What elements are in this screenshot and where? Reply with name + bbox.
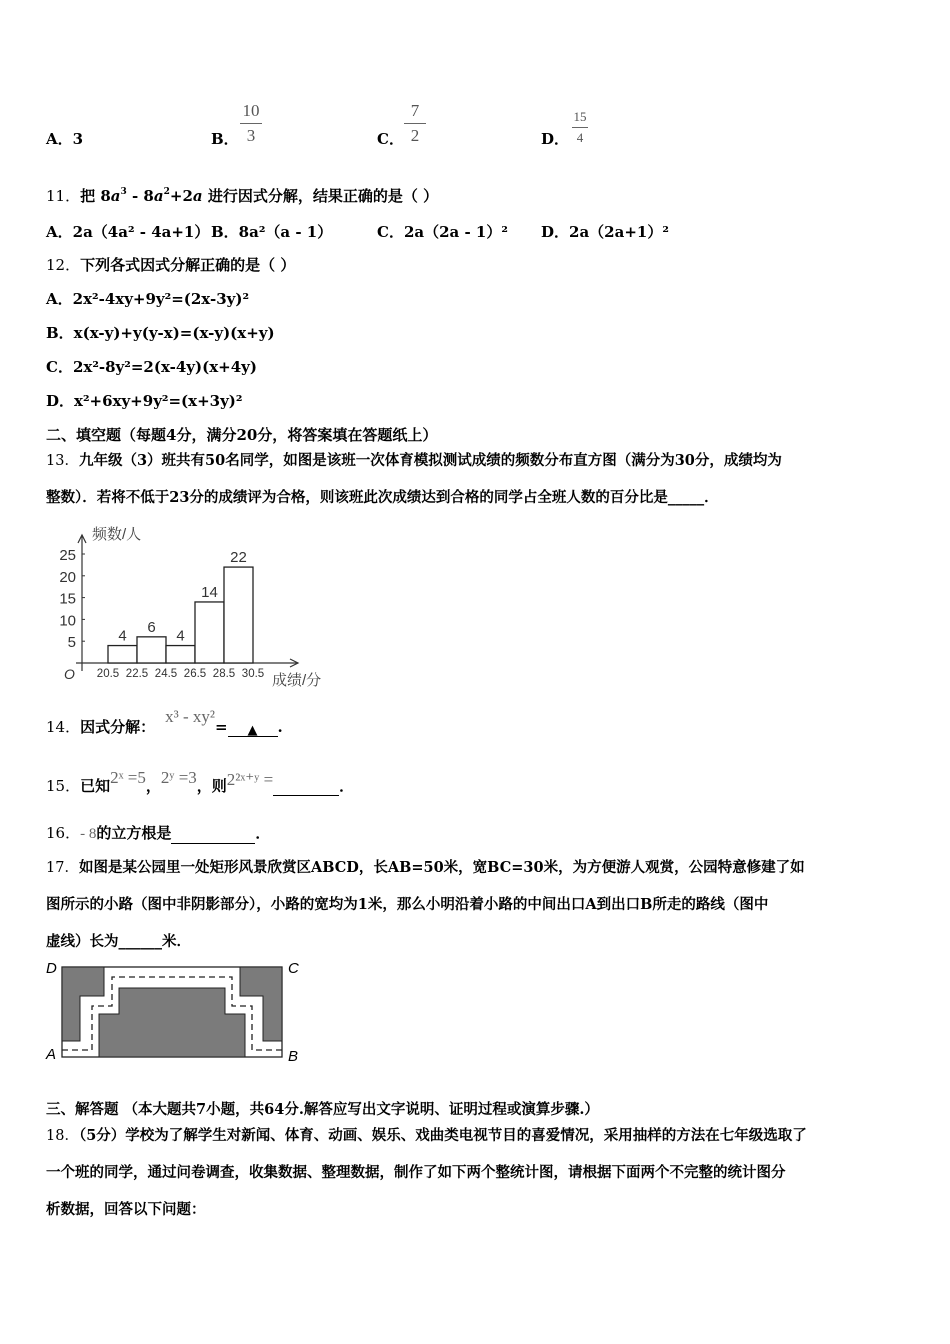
q10-option-c-fraction xyxy=(404,101,426,146)
question-number: 13． xyxy=(46,453,79,469)
q13-line-1 xyxy=(46,451,782,471)
question-number: 18． xyxy=(46,1128,79,1144)
equals-sign: = xyxy=(214,718,228,736)
math-expression: 2ʸ =3 xyxy=(160,768,197,787)
math-expression: 2ˣ =5 xyxy=(110,768,146,787)
math-expression: x³ - xy² xyxy=(165,707,215,726)
q10-option-d-fraction xyxy=(572,109,588,146)
stem-text: 如图是某公园里一处矩形风景欣赏区ABCD，长AB=50米，宽BC=30米，为方便游人观赏，公园特意修建了如 xyxy=(78,859,805,876)
option-value: 3 xyxy=(72,130,84,148)
q12-option-c: C．2x²-8y²=2(x-4y)(x+4y) xyxy=(46,358,257,376)
q10-option-a xyxy=(46,128,83,149)
q17-line-3: 虚线）长为______米． xyxy=(46,933,191,950)
bar-value-label: 4 xyxy=(176,627,185,645)
bar-value-label: 22 xyxy=(230,549,247,567)
y-tick-label: 10 xyxy=(59,612,76,630)
x-tick-label: 22.5 xyxy=(125,668,149,680)
q11-option-b: B．8a²（a - 1） xyxy=(211,223,333,241)
bar-value-label: 6 xyxy=(147,618,156,636)
q15 xyxy=(46,768,355,796)
denominator: 4 xyxy=(576,130,584,145)
fraction-bar xyxy=(240,123,262,124)
question-number: 17． xyxy=(46,860,79,876)
y-tick-label: 15 xyxy=(59,590,76,608)
stem-text: 进行因式分解，结果正确的是（ ） xyxy=(207,187,439,205)
stem-text: 下列各式因式分解正确的是（ ） xyxy=(80,256,296,274)
histogram-bar xyxy=(224,567,253,663)
q10-option-b-label: B． xyxy=(211,130,239,148)
x-tick-label: 20.5 xyxy=(96,668,120,680)
y-axis-label: 频数/人 xyxy=(92,526,142,543)
question-number: 12． xyxy=(46,256,81,274)
x-tick-label: 26.5 xyxy=(183,668,207,680)
answer-blank: ▲ xyxy=(228,721,278,737)
q12-option-b: B．x(x-y)+y(y-x)=(x-y)(x+y) xyxy=(46,324,275,342)
numerator: 7 xyxy=(410,101,420,120)
period: ． xyxy=(339,777,355,795)
section-2-heading: 二、填空题（每题4分，满分20分，将答案填在答题纸上） xyxy=(46,426,438,444)
stem-text: 九年级（3）班共有50名同学，如图是该班一次体育模拟测试成绩的频数分布直方图（满分为30分，成绩均为 xyxy=(78,452,782,469)
answer-blank xyxy=(171,828,255,844)
y-tick-label: 5 xyxy=(67,634,76,652)
q16 xyxy=(46,823,270,844)
q11-option-d: D．2a（2a+1）² xyxy=(541,223,669,241)
math-expression: 2²ˣ⁺ʸ = xyxy=(226,770,274,789)
q18-line-1 xyxy=(46,1126,807,1146)
park-path-figure xyxy=(40,958,320,1068)
q18-line-3: 析数据，回答以下问题： xyxy=(46,1201,206,1218)
numerator: 10 xyxy=(242,101,260,120)
shaded-region-center xyxy=(99,988,245,1057)
period: ． xyxy=(255,824,271,842)
x-tick-label: 24.5 xyxy=(154,668,178,680)
label-c: C xyxy=(288,960,299,977)
x-axis-label: 成绩/分 xyxy=(272,672,322,689)
label-d: D xyxy=(46,960,57,977)
section-3-heading: 三、解答题 （本大题共7小题，共64分.解答应写出文字说明、证明过程或演算步骤.） xyxy=(46,1101,599,1118)
q10-option-b-fraction xyxy=(240,101,262,146)
fraction-bar xyxy=(404,123,426,124)
stem-text: ，则 xyxy=(196,777,227,795)
option-label: A． xyxy=(46,130,73,148)
stem-text: 的立方根是 xyxy=(96,824,172,842)
math-expression: - 8 xyxy=(80,826,97,842)
q17-line-2: 图所示的小路（图中非阴影部分），小路的宽均为1米，那么小明沿着小路的中间出口A到出口B所走的路线（图中 xyxy=(46,896,769,913)
bar-value-label: 4 xyxy=(118,627,127,645)
fraction-bar xyxy=(572,127,588,128)
separator: ， xyxy=(145,777,161,795)
q13-line-2: 整数）．若将不低于23分的成绩评为合格，则该班此次成绩达到合格的同学占全班人数的百分比是_____． xyxy=(46,489,719,506)
q18-line-2: 一个班的同学，通过问卷调查，收集数据、整理数据，制作了如下两个整统计图，请根据下面两个不完整的统计图分 xyxy=(46,1164,786,1181)
q11-option-c: C．2a（2a - 1）² xyxy=(377,223,508,241)
histogram-bar xyxy=(137,637,166,663)
q17-line-1 xyxy=(46,858,805,878)
q11-stem: 11．把 $8a^3 - 8a^2+2a$ 进行因式分解，结果正确的是（ ） xyxy=(46,187,439,205)
y-tick-label: 20 xyxy=(59,568,76,586)
question-number: 15． xyxy=(46,777,81,795)
q14: 14．因式分解：x³ - xy²= ▲ . xyxy=(46,707,283,738)
label-a: A xyxy=(46,1046,57,1063)
label-b: B xyxy=(288,1048,299,1065)
question-number: 14． xyxy=(46,718,81,736)
stem-text: （5分）学校为了解学生对新闻、体育、动画、娱乐、戏曲类电视节目的喜爱情况，采用抽样的方法在七年级选取了 xyxy=(78,1127,807,1144)
q12-option-d: D．x²+6xy+9y²=(x+3y)² xyxy=(46,392,243,410)
denominator: 3 xyxy=(246,126,256,145)
histogram-bar xyxy=(166,646,195,663)
histogram-bar xyxy=(195,602,224,663)
origin-label: O xyxy=(64,666,75,682)
histogram-chart xyxy=(40,515,340,695)
stem-text: 已知 xyxy=(80,777,111,795)
histogram-bar xyxy=(108,646,137,663)
x-tick-label: 30.5 xyxy=(241,668,265,680)
q12-stem xyxy=(46,255,295,275)
q12-option-a: A．2x²-4xy+9y²=(2x-3y)² xyxy=(46,290,250,308)
x-tick-label: 28.5 xyxy=(212,668,236,680)
y-tick-label: 25 xyxy=(59,547,76,564)
stem-text: 因式分解： xyxy=(80,718,156,736)
denominator: 2 xyxy=(410,126,420,145)
stem-text: 把 8 xyxy=(80,187,111,205)
q10-option-c-label: C． xyxy=(377,130,404,148)
answer-blank xyxy=(273,780,339,796)
bar-value-label: 14 xyxy=(201,583,218,601)
question-number: 11． xyxy=(46,187,81,205)
q10-option-d-label: D． xyxy=(541,130,570,148)
numerator: 15 xyxy=(573,109,587,124)
question-number: 16． xyxy=(46,824,81,842)
q11-option-a: A．2a（4a² - 4a+1） xyxy=(46,223,210,241)
